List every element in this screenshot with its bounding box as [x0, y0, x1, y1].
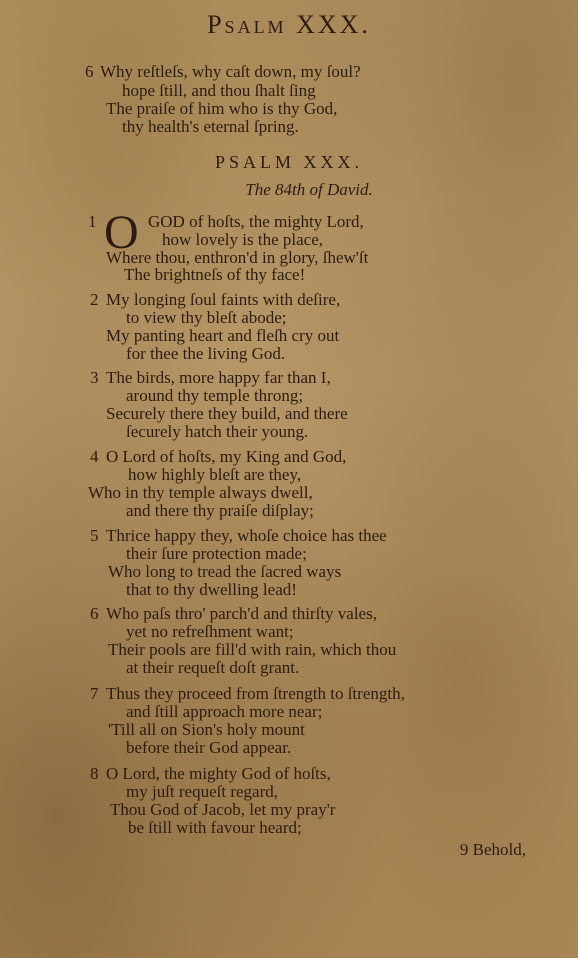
stanza-number: 7 [90, 684, 99, 703]
verse-line: Who long to tread the ſacred ways [108, 562, 342, 581]
catchword: 9 Behold, [459, 840, 526, 859]
stanza-number: 8 [90, 764, 99, 783]
stanza-number: 6 [90, 604, 99, 623]
verse-line: O Lord of hoſts, my King and God, [106, 447, 347, 466]
verse-line: for thee the living God. [126, 344, 286, 363]
verse-line: at their requeſt doſt grant. [126, 658, 300, 677]
verse-line: how lovely is the place, [162, 230, 323, 249]
verse-line: Why reſtleſs, why caſt down, my ſoul? [100, 62, 361, 81]
verse-line: be ſtill with favour heard; [128, 818, 302, 837]
verse-line: to view thy bleſt abode; [126, 308, 287, 327]
verse-line: GOD of hoſts, the mighty Lord, [148, 212, 364, 231]
verse-line: their ſure protection made; [126, 544, 307, 563]
psalm-subtitle: The 84th of David. [245, 180, 373, 199]
verse-line: before their God appear. [126, 738, 292, 757]
verse-line: Securely there they build, and there [106, 404, 348, 423]
verse-line: O Lord, the mighty God of hoſts, [106, 764, 331, 783]
verse-line: Their pools are fill'd with rain, which thou [108, 640, 397, 659]
verse-line: thy health's eternal ſpring. [122, 117, 299, 136]
verse-line: Thrice happy they, whoſe choice has thee [106, 526, 387, 545]
verse-line: My longing ſoul faints with deſire, [106, 290, 341, 309]
stanza-number: 1 [88, 212, 97, 231]
verse-line: around thy temple throng; [126, 386, 304, 405]
verse-line: Who paſs thro' parch'd and thirſty vales, [106, 604, 377, 623]
verse-line: yet no refreſhment want; [126, 622, 294, 641]
verse-line: that to thy dwelling lead! [126, 580, 297, 599]
verse-line: 'Till all on Sion's holy mount [108, 720, 305, 739]
stanza-number: 6 [85, 62, 94, 81]
verse-line: Thus they proceed from ſtrength to ſtrength, [106, 684, 405, 703]
verse-line: The praiſe of him who is thy God, [106, 99, 338, 118]
verse-line: and ſtill approach more near; [126, 702, 323, 721]
verse-line: My panting heart and fleſh cry out [106, 326, 340, 345]
verse-line: The birds, more happy far than I, [106, 368, 331, 387]
stanza-number: 4 [90, 447, 99, 466]
verse-line: Thou God of Jacob, let my pray'r [110, 800, 336, 819]
running-header: Psalm XXX. [207, 10, 371, 39]
drop-cap: O [104, 206, 139, 259]
verse-line: hope ſtill, and thou ſhalt ſing [122, 81, 316, 100]
psalm-title: PSALM XXX. [214, 152, 364, 172]
verse-line: how highly bleſt are they, [128, 465, 302, 484]
verse-line: Where thou, enthron'd in glory, ſhew'ſt [106, 248, 369, 267]
verse-line: The brightneſs of thy face! [124, 265, 306, 284]
verse-line: and there thy praiſe diſplay; [126, 501, 314, 520]
verse-line: ſecurely hatch their young. [126, 422, 309, 441]
verse-line: Who in thy temple always dwell, [88, 483, 313, 502]
stanza-number: 5 [90, 526, 99, 545]
verse-line: my juſt requeſt regard, [126, 782, 279, 801]
stanza-number: 2 [90, 290, 99, 309]
stanza-number: 3 [90, 368, 99, 387]
